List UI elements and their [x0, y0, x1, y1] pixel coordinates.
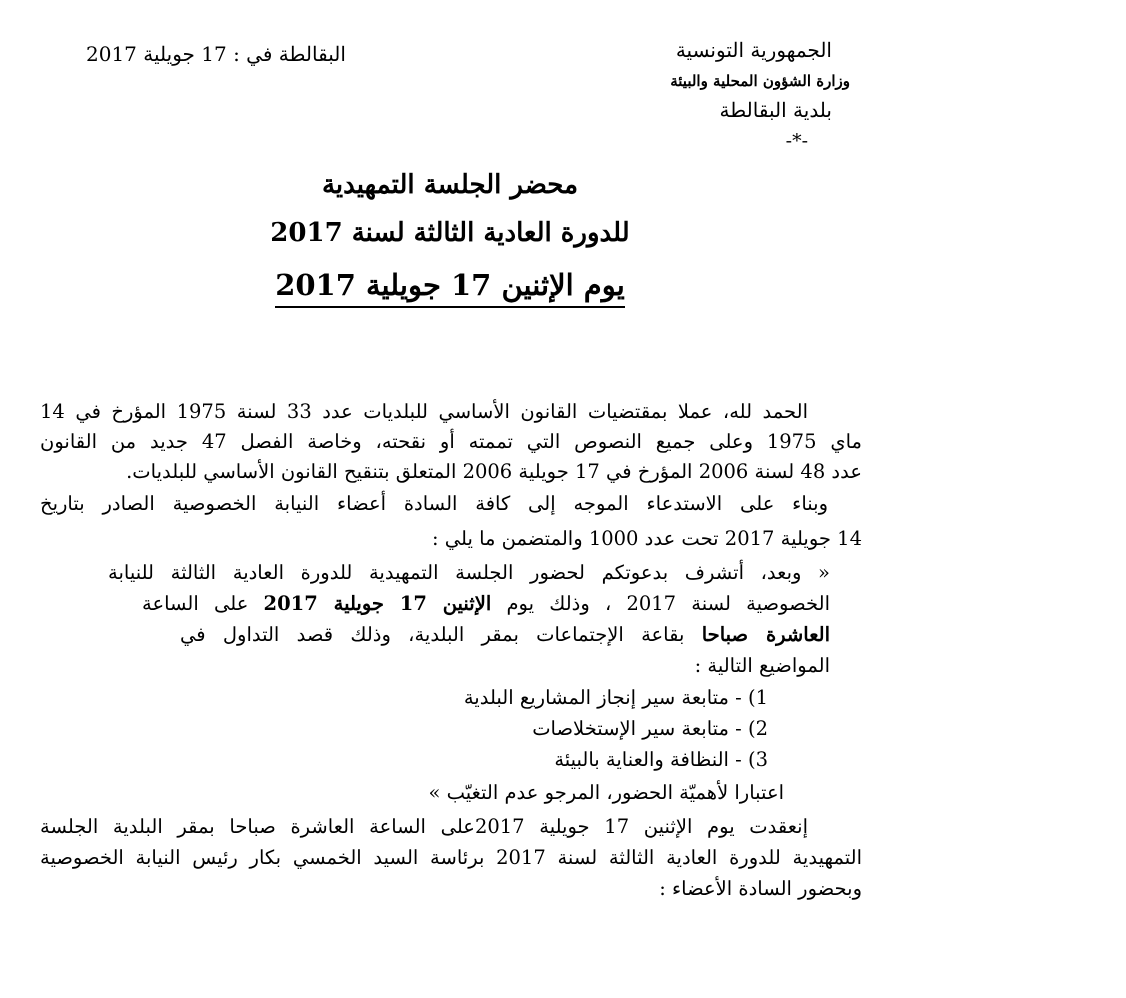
quote-line-4: المواضيع التالية : — [694, 654, 830, 677]
agenda-item-3: 3) - النظافة والعناية بالبيئة — [554, 748, 768, 771]
quote-line-1: « وبعد، أتشرف بدعوتكم لحضور الجلسة التمهيدية للدورة العادية الثالثة للنيابة — [108, 561, 830, 584]
title-line-2: للدورة العادية الثالثة لسنة 2017 — [270, 218, 630, 248]
agenda-item-1: 1) - متابعة سير إنجاز المشاريع البلدية — [463, 686, 768, 709]
paragraph-2-line-2: 14 جويلية 2017 تحت عدد 1000 والمتضمن ما يلي : — [431, 527, 862, 550]
title-line-3 — [240, 268, 660, 302]
paragraph-1-line-2: ماي 1975 وعلى جميع النصوص التي تممته أو نقحته، وخاصة الفصل 47 جديد من القانون — [40, 430, 863, 453]
quote-meeting-date: الإثنين 17 جويلية 2017 — [263, 592, 492, 615]
separator-mark: -*- — [785, 130, 808, 152]
municipality-label: بلدية البقالطة — [719, 98, 832, 122]
quote-line-3-b: بقاعة الإجتماعات بمقر البلدية، وذلك قصد التداول في — [180, 623, 702, 646]
paragraph-1-line-1: الحمد لله، عملا بمقتضيات القانون الأساسي للبلديات عدد 33 لسنة 1975 المؤرخ في 14 — [40, 400, 808, 423]
place-date: البقالطة في : 17 جويلية 2017 — [86, 42, 346, 66]
paragraph-1-line-3: عدد 48 لسنة 2006 المؤرخ في 17 جويلية 2006 المتعلق بتنقيح القانون الأساسي للبلديات. — [126, 460, 862, 483]
quote-line-2-a: الخصوصية لسنة 2017 ، وذلك يوم — [491, 592, 830, 615]
quote-line-2 — [142, 589, 830, 619]
title-line-1: محضر الجلسة التمهيدية — [321, 170, 579, 200]
paragraph-3-line-2: التمهيدية للدورة العادية الثالثة لسنة 2017 برئاسة السيد الخمسي بكار رئيس النيابة الخصوصية — [40, 846, 862, 869]
paragraph-3-line-3: وبحضور السادة الأعضاء : — [659, 877, 862, 900]
quote-line-3 — [180, 620, 830, 650]
title-line-3-text: يوم الإثنين 17 جويلية 2017 — [275, 268, 625, 308]
quote-meeting-time: العاشرة صباحا — [701, 623, 830, 646]
quote-closing: اعتبارا لأهميّة الحضور، المرجو عدم التغيّب » — [428, 781, 784, 804]
quote-line-2-c: على الساعة — [142, 592, 264, 615]
paragraph-2-line-1: وبناء على الاستدعاء الموجه إلى كافة السادة أعضاء النيابة الخصوصية الصادر بتاريخ — [40, 492, 828, 515]
paragraph-3-line-1: إنعقدت يوم الإثنين 17 جويلية 2017على الساعة العاشرة صباحا بمقر البلدية الجلسة — [40, 815, 808, 838]
republic-label: الجمهورية التونسية — [675, 38, 832, 62]
agenda-item-2: 2) - متابعة سير الإستخلاصات — [532, 717, 768, 740]
ministry-label: وزارة الشؤون المحلية والبيئة — [670, 72, 850, 90]
